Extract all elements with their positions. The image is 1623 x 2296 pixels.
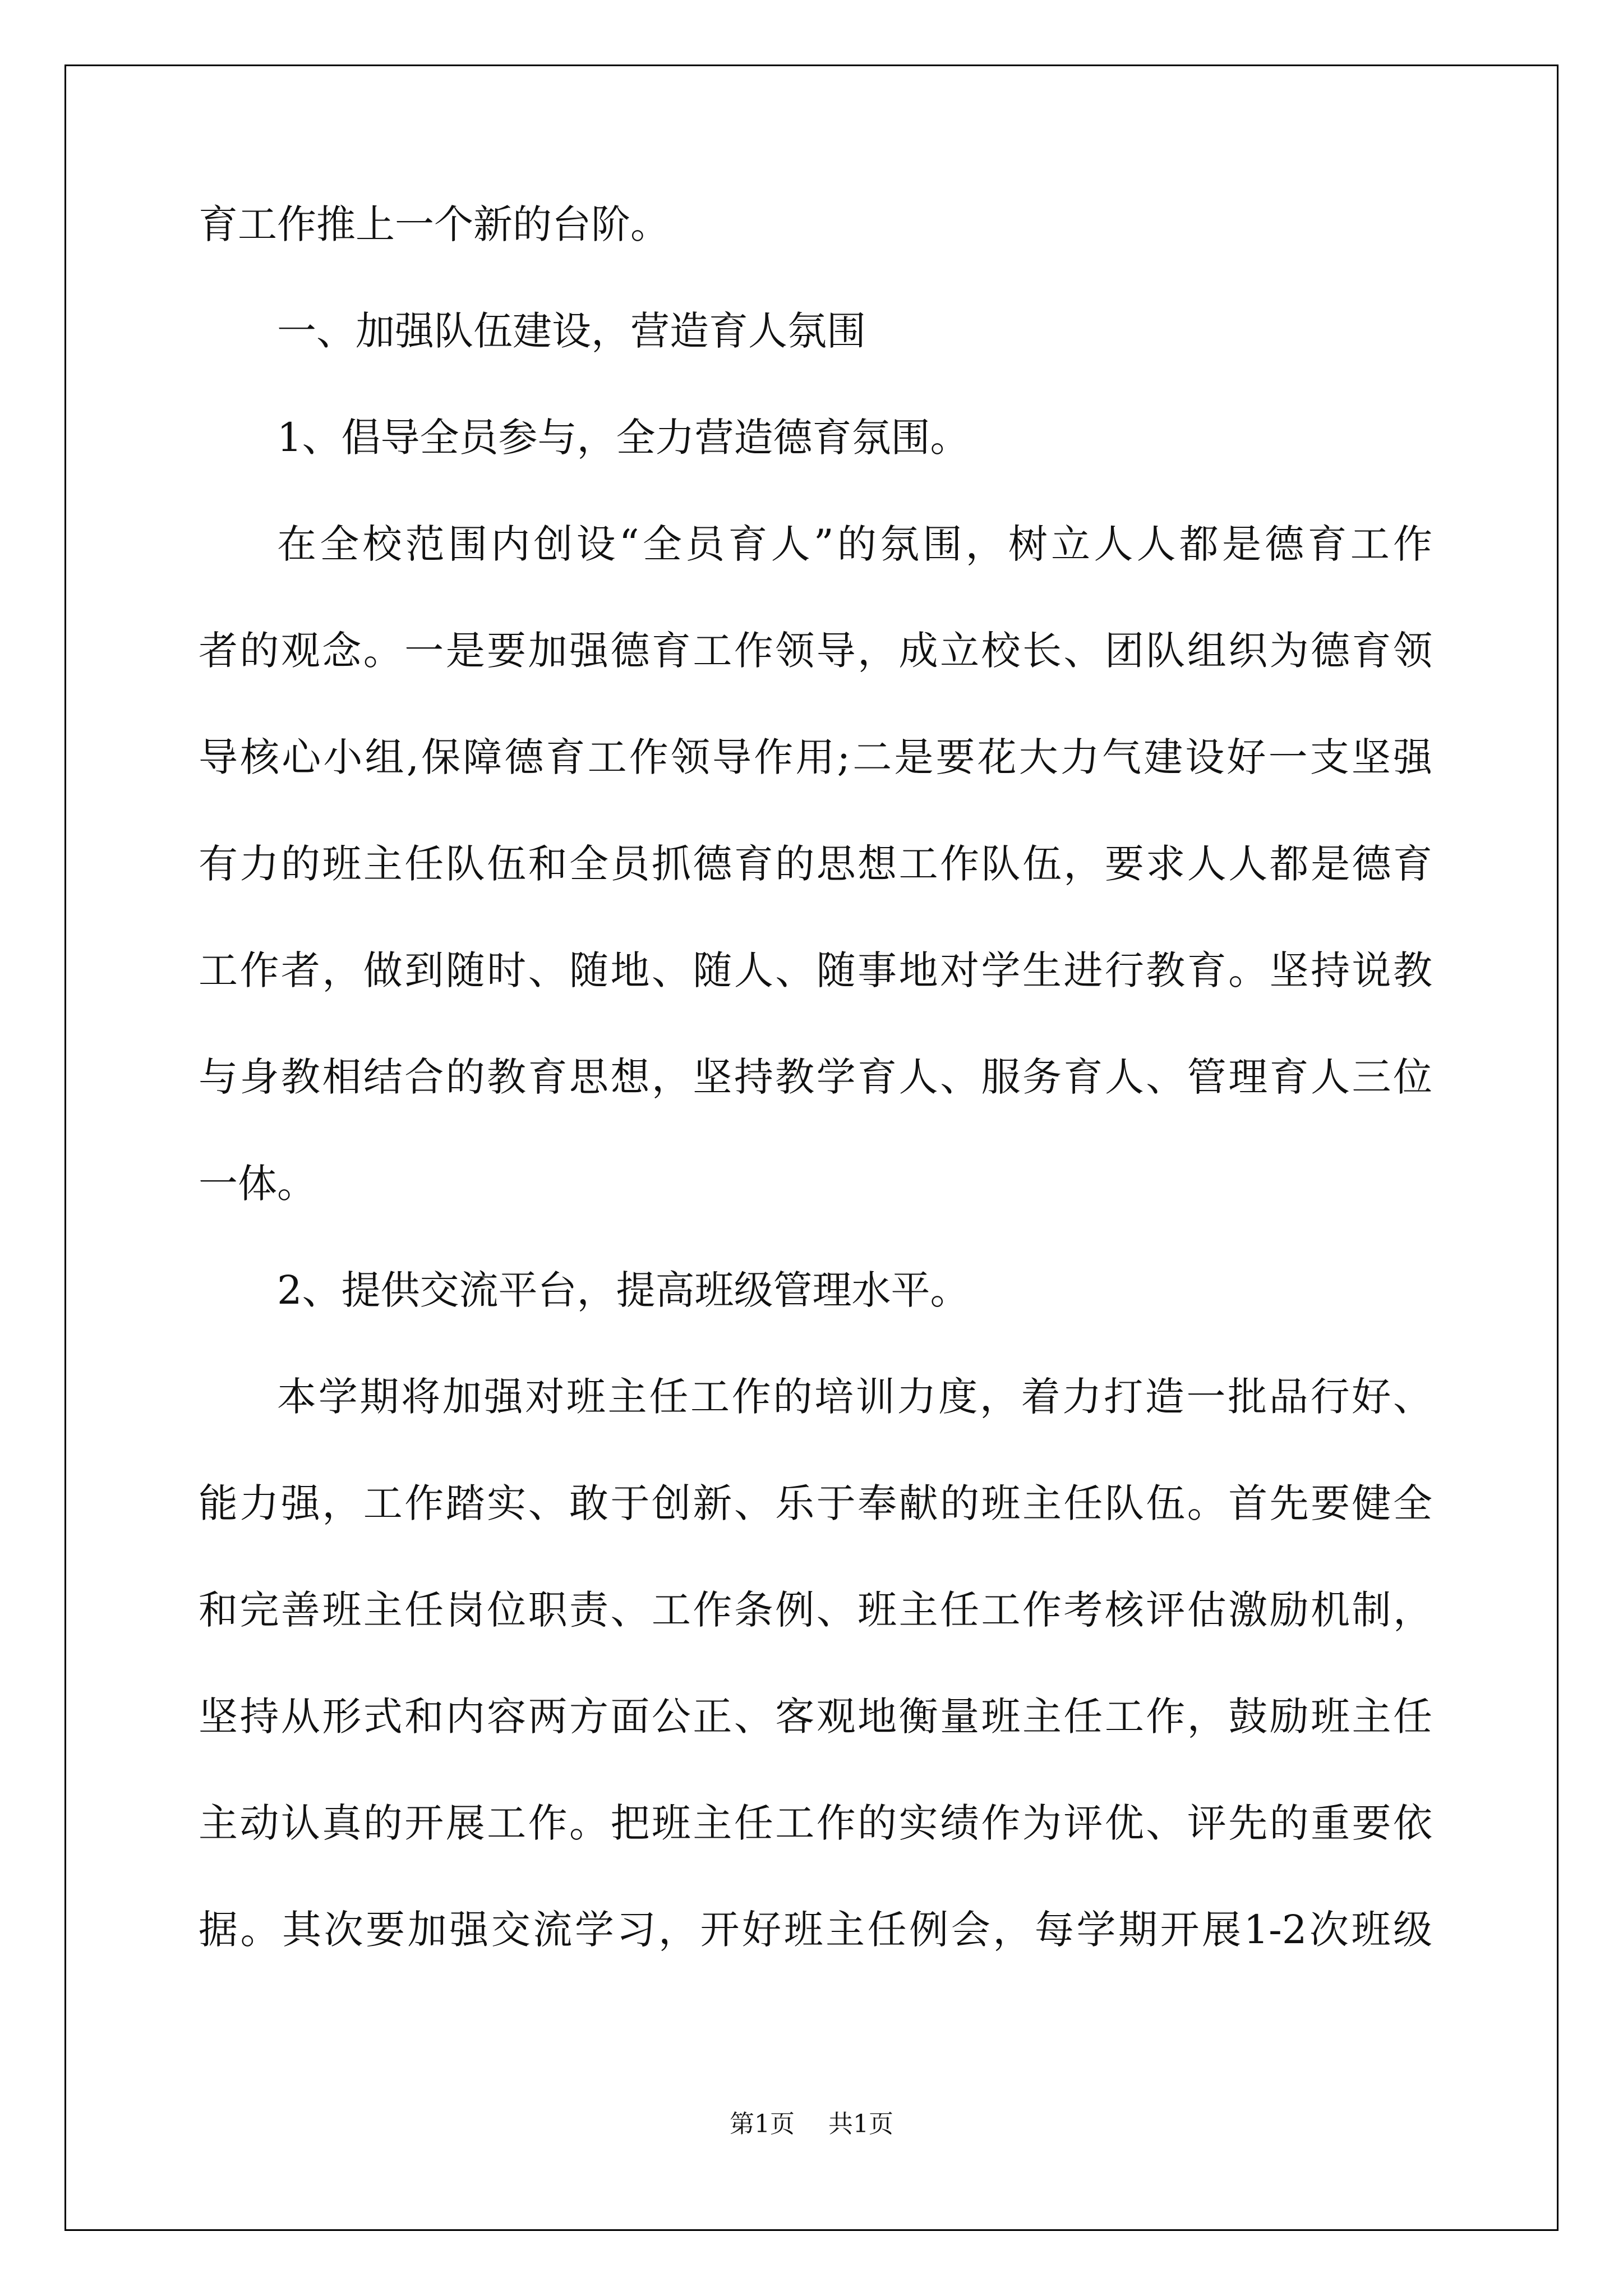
subsection-heading: 2、提供交流平台，提高班级管理水平。 xyxy=(277,1267,970,1313)
text-line: 据。其次要加强交流学习，开好班主任例会，每学期开展1-2次班级 xyxy=(199,1907,1432,1953)
text-line: 和完善班主任岗位职责、工作条例、班主任工作考核评估激励机制， xyxy=(199,1587,1432,1633)
page-total: 共1页 xyxy=(828,2110,893,2138)
section-heading: 一、加强队伍建设，营造育人氛围 xyxy=(277,308,866,354)
text-line: 本学期将加强对班主任工作的培训力度，着力打造一批品行好、 xyxy=(277,1374,1432,1420)
text-line: 能力强，工作踏实、敢于创新、乐于奉献的班主任队伍。首先要健全 xyxy=(199,1480,1432,1526)
text-line: 育工作推上一个新的台阶。 xyxy=(199,201,670,247)
page-number: 第1页 xyxy=(730,2110,795,2138)
text-line: 工作者，做到随时、随地、随人、随事地对学生进行教育。坚持说教 xyxy=(199,947,1432,993)
text-line: 主动认真的开展工作。把班主任工作的实绩作为评优、评先的重要依 xyxy=(199,1800,1432,1846)
text-line: 者的观念。一是要加强德育工作领导，成立校长、团队组织为德育领 xyxy=(199,628,1432,674)
text-line: 在全校范围内创设“全员育人”的氛围，树立人人都是德育工作 xyxy=(277,521,1432,567)
text-line: 导核心小组,保障德育工作领导作用;二是要花大力气建设好一支坚强 xyxy=(199,734,1432,780)
subsection-heading: 1、倡导全员参与，全力营造德育氛围。 xyxy=(277,415,970,461)
text-line: 一体。 xyxy=(199,1161,316,1207)
text-line: 有力的班主任队伍和全员抓德育的思想工作队伍，要求人人都是德育 xyxy=(199,841,1432,887)
page-footer xyxy=(0,2104,1623,2139)
text-line: 坚持从形式和内容两方面公正、客观地衡量班主任工作，鼓励班主任 xyxy=(199,1694,1432,1740)
text-line: 与身教相结合的教育思想，坚持教学育人、服务育人、管理育人三位 xyxy=(199,1054,1432,1100)
